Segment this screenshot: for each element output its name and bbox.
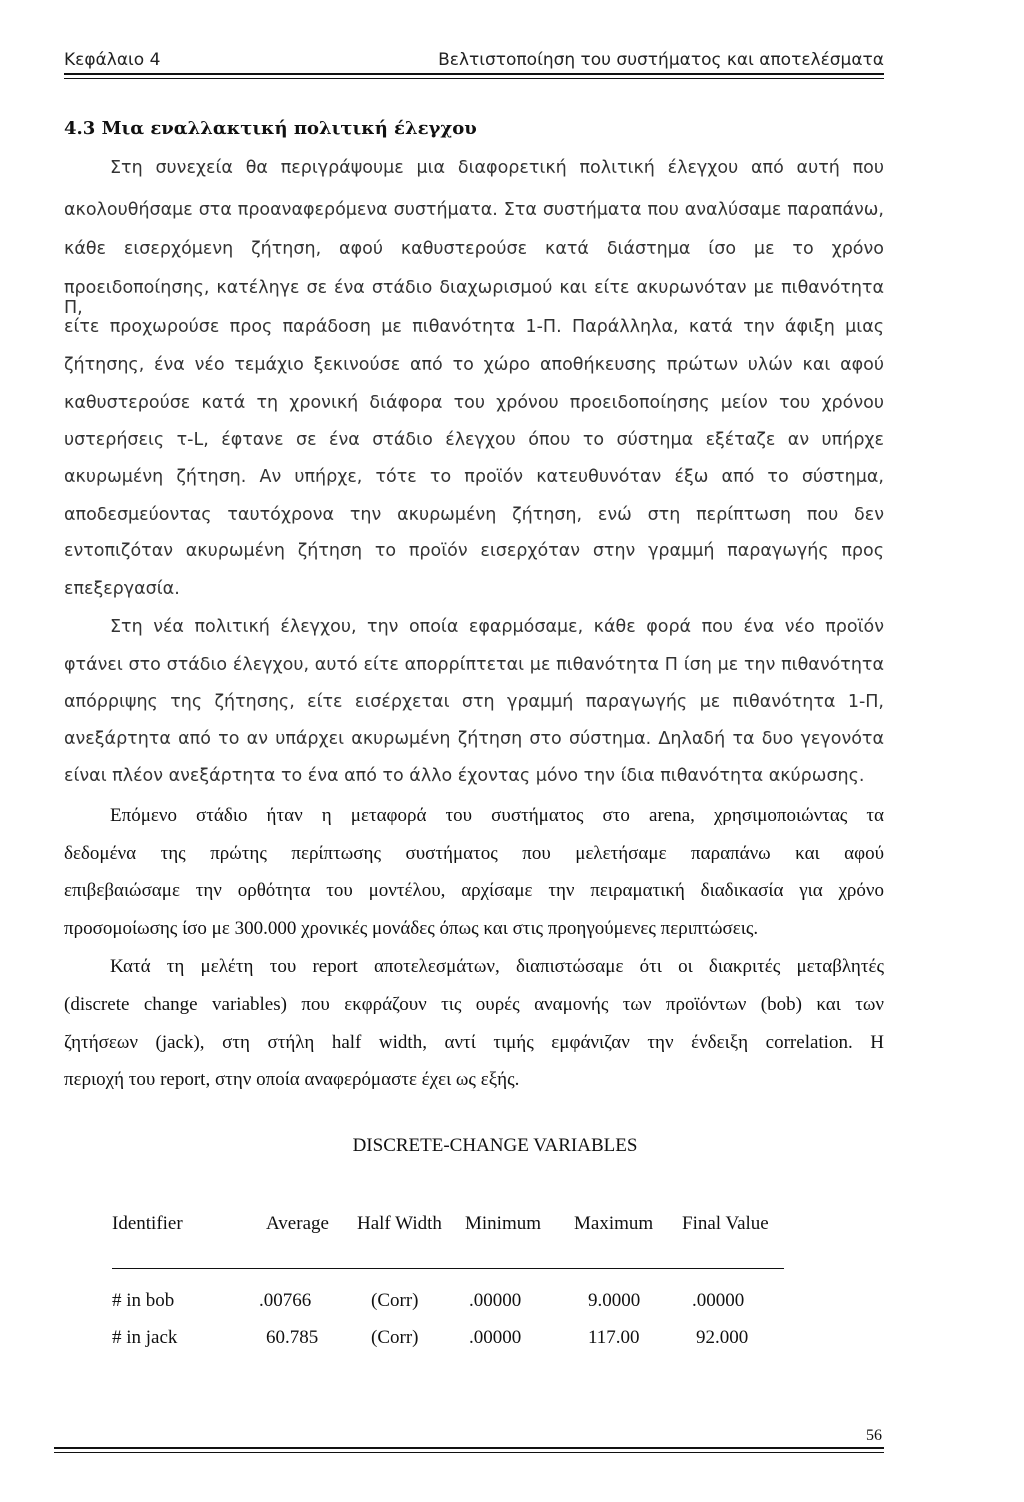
paragraph2-line: είναι πλέον ανεξάρτητα το ένα από το άλλο έχοντας μόνο την ίδια πιθανότητα ακύρωσης. [64, 766, 865, 786]
table-cell: .00000 [469, 1290, 522, 1311]
paragraph4-line: Κατά τη μελέτη του report αποτελεσμάτων, διαπιστώσαμε ότι οι διακριτές μεταβλητές [110, 956, 884, 977]
paragraph1-line: ακολουθήσαμε στα προαναφερόμενα συστήματα. Στα συστήματα που αναλύσαμε παραπάνω, [64, 200, 884, 220]
table-header-cell: Half Width [357, 1213, 442, 1234]
table-rule [112, 1268, 784, 1269]
paragraph2-line: απόρριψης της ζήτησης, είτε εισέρχεται στη γραμμή παραγωγής με πιθανότητα 1-Π, [64, 692, 884, 712]
paragraph1-line: ακυρωμένη ζήτηση. Αν υπήρχε, τότε το προϊόν κατευθυνόταν έξω από το σύστημα, [64, 467, 884, 487]
table-cell: 117.00 [588, 1327, 640, 1348]
paragraph4-line: περιοχή του report, στην οποία αναφερόμαστε έχει ως εξής. [64, 1069, 520, 1090]
table-header-cell: Identifier [112, 1213, 183, 1234]
table-header-cell: Average [266, 1213, 329, 1234]
table-cell: 9.0000 [588, 1290, 641, 1311]
paragraph2-line: Στη νέα πολιτική έλεγχου, την οποία εφαρμόσαμε, κάθε φορά που ένα νέο προϊόν [110, 617, 884, 637]
table-header-cell: Final Value [682, 1213, 769, 1234]
table-cell: .00000 [469, 1327, 522, 1348]
table-header-cell: Minimum [465, 1213, 542, 1234]
table-title: DISCRETE-CHANGE VARIABLES [352, 1135, 638, 1156]
header-rule [64, 73, 884, 75]
paragraph1-line: επεξεργασία. [64, 579, 180, 599]
footer-rule [54, 1447, 884, 1449]
table-header-cell: Maximum [574, 1213, 654, 1234]
paragraph1-line: εντοπιζόταν ακυρωμένη ζήτηση το προϊόν εισερχόταν στην γραμμή παραγωγής προς [64, 541, 884, 561]
table-cell: (Corr) [371, 1327, 419, 1348]
paragraph4-line: ζητήσεων (jack), στη στήλη half width, αντί τιμής εμφάνιζαν την ένδειξη correlation. Η [64, 1032, 884, 1053]
paragraph4-line: (discrete change variables) που εκφράζουν τις ουρές αναμονής των προϊόντων (bob) και των [64, 994, 884, 1015]
paragraph1-line: Στη συνεχεία θα περιγράψουμε μια διαφορετική πολιτική έλεγχου από αυτή που [110, 158, 884, 178]
paragraph1-line: είτε προχωρούσε προς παράδοση με πιθανότητα 1-Π. Παράλληλα, κατά την άφιξη μιας [64, 317, 884, 337]
section-title: 4.3 Μια εναλλακτική πολιτική έλεγχου [64, 118, 477, 139]
footer-rule-thin [54, 1452, 884, 1453]
table-cell: 92.000 [696, 1327, 749, 1348]
table-cell: .00766 [259, 1290, 312, 1311]
chapter-label: Κεφάλαιο 4 [64, 50, 161, 70]
header-rule-thin [64, 78, 884, 79]
paragraph1-line: υστερήσεις τ-L, έφτανε σε ένα στάδιο έλεγχου όπου το σύστημα εξέταζε αν υπήρχε [64, 430, 884, 450]
table-cell: # in jack [112, 1327, 178, 1348]
paragraph2-line: ανεξάρτητα από το αν υπάρχει ακυρωμένη ζήτηση στο σύστημα. Δηλαδή τα δυο γεγονότα [64, 729, 884, 749]
paragraph2-line: φτάνει στο στάδιο έλεγχου, αυτό είτε απορρίπτεται με πιθανότητα Π ίση με την πιθανότητα [64, 655, 884, 675]
paragraph1-line: καθυστερούσε κατά τη χρονική διάφορα του χρόνου προειδοποίησης μείον του χρόνου [64, 393, 884, 413]
paragraph1-line: αποδεσμεύοντας ταυτόχρονα την ακυρωμένη ζήτηση, ενώ στη περίπτωση που δεν [64, 505, 884, 525]
paragraph3-line: Επόμενο στάδιο ήταν η μεταφορά του συστήματος στο arena, χρησιμοποιώντας τα [110, 805, 884, 826]
table-cell: # in bob [112, 1290, 175, 1311]
paragraph3-line: προσομοίωσης ίσο με 300.000 χρονικές μονάδες όπως και στις προηγούμενες περιπτώσεις. [64, 918, 759, 939]
table-cell: 60.785 [266, 1327, 319, 1348]
paragraph1-line: κάθε εισερχόμενη ζήτηση, αφού καθυστερούσε κατά διάστημα ίσο με το χρόνο [64, 239, 884, 259]
paragraph3-line: επιβεβαιώσαμε την ορθότητα του μοντέλου, αρχίσαμε την πειραματική διαδικασία για χρόνο [64, 880, 884, 901]
page-number: 56 [866, 1427, 882, 1444]
running-title: Βελτιστοποίηση του συστήματος και αποτελέσματα [438, 50, 884, 70]
table-cell: (Corr) [371, 1290, 419, 1311]
paragraph3-line: δεδομένα της πρώτης περίπτωσης συστήματος που μελετήσαμε παραπάνω και αφού [64, 843, 884, 864]
paragraph1-line: προειδοποίησης, κατέληγε σε ένα στάδιο διαχωρισμού και είτε ακυρωνόταν με πιθανότητα Π, [64, 278, 884, 318]
table-cell: .00000 [692, 1290, 745, 1311]
paragraph1-line: ζήτησης, ένα νέο τεμάχιο ξεκινούσε από το χώρο αποθήκευσης πρώτων υλών και αφού [64, 355, 884, 375]
